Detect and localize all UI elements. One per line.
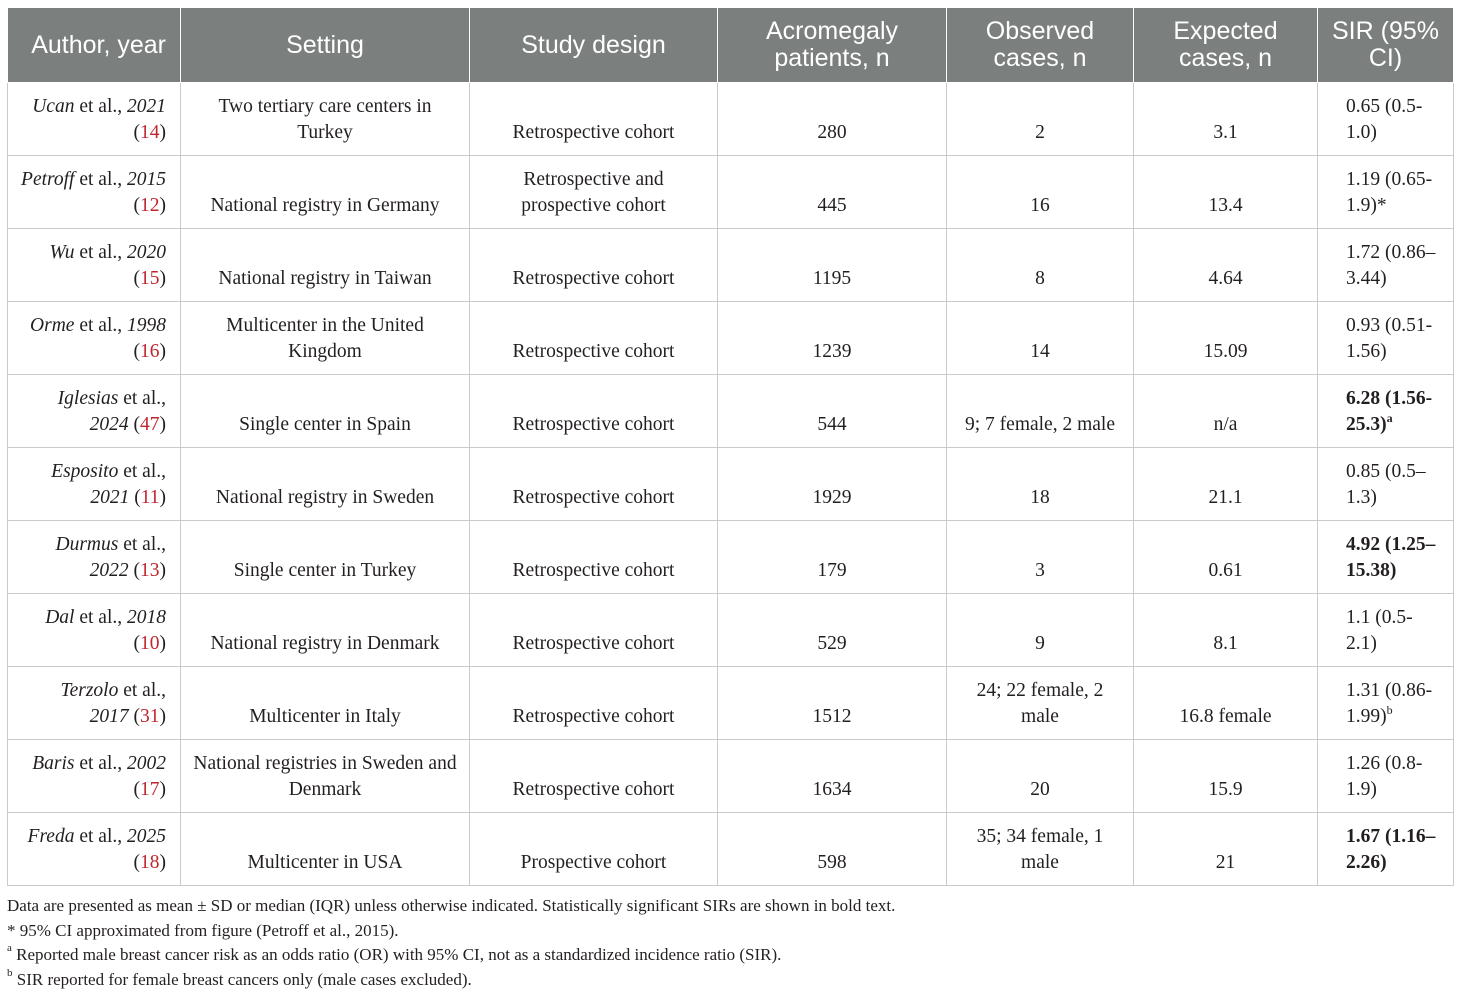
ref-close: )	[159, 487, 166, 508]
ref-open: (	[133, 633, 140, 654]
sir-footnote-mark: b	[1386, 702, 1393, 717]
cell-setting: Multicenter in the United Kingdom	[181, 302, 470, 375]
cell-study-design: Prospective cohort	[470, 813, 718, 886]
cell-patients: 598	[718, 813, 947, 886]
table-row	[8, 521, 1454, 594]
cell-setting: National registry in Taiwan	[181, 229, 470, 302]
sir-value: 1.19 (0.65-1.9)	[1346, 169, 1433, 216]
header-study-design: Study design	[470, 8, 718, 83]
ref-close: )	[159, 195, 166, 216]
ref-open: (	[133, 779, 140, 800]
ref-close: )	[159, 633, 166, 654]
author-name: Dal	[45, 607, 75, 628]
cell-observed: 9	[947, 594, 1134, 667]
header-sir: SIR (95% CI)	[1318, 8, 1454, 83]
author-etal: et al.,	[74, 826, 127, 847]
ref-open: (	[128, 560, 140, 581]
cell-author	[8, 448, 181, 521]
table-row	[8, 83, 1454, 156]
cell-expected: 15.09	[1134, 302, 1318, 375]
cell-patients: 529	[718, 594, 947, 667]
ref-open: (	[133, 341, 140, 362]
header-observed: Observed cases, n	[947, 8, 1134, 83]
sir-value: 0.85 (0.5–1.3)	[1346, 461, 1426, 508]
cell-study-design: Retrospective cohort	[470, 594, 718, 667]
header-patients: Acromegaly patients, n	[718, 8, 947, 83]
author-etal: et al.,	[74, 607, 127, 628]
sir-value: 6.28 (1.56-25.3)	[1346, 388, 1433, 435]
table-footnotes	[7, 894, 1453, 992]
ref-close: )	[159, 268, 166, 289]
sir-value: 4.92 (1.25–15.38)	[1346, 534, 1436, 581]
ref-close: )	[159, 560, 166, 581]
ref-open: (	[133, 122, 140, 143]
footnote-b-mark: b	[7, 966, 13, 979]
ref-open: (	[128, 706, 140, 727]
sir-footnote-mark: *	[1376, 195, 1387, 216]
table-row	[8, 448, 1454, 521]
cell-patients: 1195	[718, 229, 947, 302]
sir-value: 1.72 (0.86–3.44)	[1346, 242, 1436, 289]
sir-footnote-mark: a	[1386, 410, 1393, 425]
cell-sir	[1318, 229, 1454, 302]
cell-patients: 179	[718, 521, 947, 594]
cell-setting: Two tertiary care centers in Turkey	[181, 83, 470, 156]
cell-study-design: Retrospective cohort	[470, 83, 718, 156]
cell-observed: 18	[947, 448, 1134, 521]
cell-expected: 4.64	[1134, 229, 1318, 302]
author-name: Terzolo	[60, 680, 119, 701]
cell-observed: 9; 7 female, 2 male	[947, 375, 1134, 448]
author-year: 2022	[89, 560, 129, 581]
table-row	[8, 813, 1454, 886]
cell-study-design: Retrospective cohort	[470, 229, 718, 302]
table-row	[8, 375, 1454, 448]
reference-link[interactable]: 47	[140, 414, 160, 435]
study-table	[7, 7, 1454, 886]
author-etal: et al.,	[118, 388, 166, 409]
author-year: 2017	[89, 706, 129, 727]
table-row	[8, 302, 1454, 375]
author-name: Freda	[27, 826, 75, 847]
author-year: 2021	[127, 96, 166, 117]
cell-expected: 0.61	[1134, 521, 1318, 594]
cell-author	[8, 156, 181, 229]
cell-setting: National registry in Sweden	[181, 448, 470, 521]
table-row	[8, 740, 1454, 813]
author-name: Orme	[30, 315, 75, 336]
footnote-b-text: SIR reported for female breast cancers only (male cases excluded).	[12, 969, 472, 989]
author-name: Durmus	[55, 534, 119, 555]
ref-open: (	[129, 487, 141, 508]
cell-sir	[1318, 813, 1454, 886]
cell-patients: 544	[718, 375, 947, 448]
cell-study-design: Retrospective cohort	[470, 667, 718, 740]
author-name: Petroff	[21, 169, 75, 190]
ref-open: (	[128, 414, 140, 435]
cell-observed: 16	[947, 156, 1134, 229]
cell-author	[8, 375, 181, 448]
header-author: Author, year	[8, 8, 181, 83]
reference-link[interactable]: 17	[140, 779, 160, 800]
cell-expected: 15.9	[1134, 740, 1318, 813]
cell-setting: Multicenter in USA	[181, 813, 470, 886]
cell-expected: 8.1	[1134, 594, 1318, 667]
cell-patients: 1239	[718, 302, 947, 375]
cell-study-design: Retrospective cohort	[470, 302, 718, 375]
table-header	[8, 8, 1454, 83]
author-etal: et al.,	[74, 242, 127, 263]
reference-link[interactable]: 13	[140, 560, 160, 581]
sir-value: 1.26 (0.8-1.9)	[1346, 753, 1423, 800]
table-row	[8, 229, 1454, 302]
cell-sir	[1318, 667, 1454, 740]
cell-setting: Multicenter in Italy	[181, 667, 470, 740]
cell-author	[8, 83, 181, 156]
footnote-general: Data are presented as mean ± SD or median (IQR) unless otherwise indicated. Statistically significant SIRs are shown in bold text.	[7, 896, 896, 915]
cell-study-design: Retrospective cohort	[470, 448, 718, 521]
cell-sir	[1318, 448, 1454, 521]
cell-observed: 35; 34 female, 1 male	[947, 813, 1134, 886]
cell-patients: 1634	[718, 740, 947, 813]
sir-value: 0.65 (0.5-1.0)	[1346, 96, 1423, 143]
cell-patients: 1929	[718, 448, 947, 521]
footnote-b	[7, 968, 1453, 993]
reference-link[interactable]: 10	[140, 633, 160, 654]
reference-link[interactable]: 14	[140, 122, 160, 143]
cell-study-design: Retrospective cohort	[470, 375, 718, 448]
sir-value: 0.93 (0.51-1.56)	[1346, 315, 1433, 362]
ref-open: (	[133, 852, 140, 873]
footnote-star	[7, 919, 1453, 944]
cell-sir	[1318, 375, 1454, 448]
ref-close: )	[159, 414, 166, 435]
cell-study-design: Retrospective and prospective cohort	[470, 156, 718, 229]
cell-expected: 21.1	[1134, 448, 1318, 521]
cell-expected: 16.8 female	[1134, 667, 1318, 740]
author-name: Wu	[49, 242, 75, 263]
sir-value: 1.1 (0.5-2.1)	[1346, 607, 1413, 654]
cell-author	[8, 667, 181, 740]
cell-sir	[1318, 302, 1454, 375]
footnote-a-mark: a	[7, 942, 12, 955]
cell-expected: 13.4	[1134, 156, 1318, 229]
author-year: 2020	[127, 242, 166, 263]
table-row	[8, 156, 1454, 229]
ref-close: )	[159, 122, 166, 143]
cell-observed: 14	[947, 302, 1134, 375]
cell-sir	[1318, 521, 1454, 594]
author-name: Esposito	[51, 461, 119, 482]
cell-study-design: Retrospective cohort	[470, 521, 718, 594]
table-body	[8, 83, 1454, 886]
reference-link[interactable]: 31	[140, 706, 160, 727]
author-etal: et al.,	[118, 680, 166, 701]
cell-study-design: Retrospective cohort	[470, 740, 718, 813]
cell-author	[8, 302, 181, 375]
author-etal: et al.,	[74, 96, 127, 117]
cell-patients: 445	[718, 156, 947, 229]
cell-observed: 24; 22 female, 2 male	[947, 667, 1134, 740]
cell-setting: Single center in Spain	[181, 375, 470, 448]
author-year: 1998	[127, 315, 166, 336]
cell-author	[8, 594, 181, 667]
cell-setting: Single center in Turkey	[181, 521, 470, 594]
cell-expected: 3.1	[1134, 83, 1318, 156]
cell-sir	[1318, 740, 1454, 813]
ref-close: )	[159, 706, 166, 727]
author-year: 2018	[127, 607, 166, 628]
author-name: Baris	[32, 753, 75, 774]
cell-sir	[1318, 83, 1454, 156]
table-row	[8, 667, 1454, 740]
author-year: 2015	[127, 169, 166, 190]
cell-setting: National registry in Germany	[181, 156, 470, 229]
cell-sir	[1318, 594, 1454, 667]
author-name: Ucan	[32, 96, 75, 117]
header-row	[8, 8, 1454, 83]
cell-setting: National registries in Sweden and Denmark	[181, 740, 470, 813]
reference-link[interactable]: 11	[140, 487, 160, 508]
footnote-a-text: Reported male breast cancer risk as an odds ratio (OR) with 95% CI, not as a standardized incidence ratio (SIR).	[11, 945, 782, 964]
cell-observed: 20	[947, 740, 1134, 813]
header-expected: Expected cases, n	[1134, 8, 1318, 83]
cell-expected: n/a	[1134, 375, 1318, 448]
footnote-star-mark: *	[7, 920, 16, 940]
author-year: 2025	[127, 826, 166, 847]
author-year: 2024	[89, 414, 129, 435]
cell-patients: 1512	[718, 667, 947, 740]
author-etal: et al.,	[74, 753, 127, 774]
author-etal: et al.,	[74, 169, 127, 190]
sir-value: 1.67 (1.16–2.26)	[1346, 826, 1436, 873]
reference-link[interactable]: 18	[140, 852, 160, 873]
ref-close: )	[159, 341, 166, 362]
cell-author	[8, 740, 181, 813]
footnote-star-text: 95% CI approximated from figure (Petroff et al., 2015).	[15, 920, 399, 940]
cell-expected: 21	[1134, 813, 1318, 886]
reference-link[interactable]: 15	[140, 268, 160, 289]
author-etal: et al.,	[118, 461, 166, 482]
author-year: 2002	[127, 753, 166, 774]
reference-link[interactable]: 16	[140, 341, 160, 362]
cell-author	[8, 813, 181, 886]
ref-close: )	[159, 852, 166, 873]
table-row	[8, 594, 1454, 667]
author-name: Iglesias	[57, 388, 119, 409]
header-setting: Setting	[181, 8, 470, 83]
cell-author	[8, 521, 181, 594]
cell-observed: 3	[947, 521, 1134, 594]
sir-value: 1.31 (0.86-1.99)	[1346, 680, 1433, 727]
author-etal: et al.,	[74, 315, 127, 336]
author-year: 2021	[90, 487, 130, 508]
cell-observed: 2	[947, 83, 1134, 156]
ref-open: (	[133, 268, 140, 289]
ref-close: )	[159, 779, 166, 800]
cell-setting: National registry in Denmark	[181, 594, 470, 667]
footnote-a	[7, 943, 1453, 968]
cell-patients: 280	[718, 83, 947, 156]
reference-link[interactable]: 12	[140, 195, 160, 216]
cell-observed: 8	[947, 229, 1134, 302]
cell-sir	[1318, 156, 1454, 229]
ref-open: (	[133, 195, 140, 216]
author-etal: et al.,	[118, 534, 166, 555]
cell-author	[8, 229, 181, 302]
